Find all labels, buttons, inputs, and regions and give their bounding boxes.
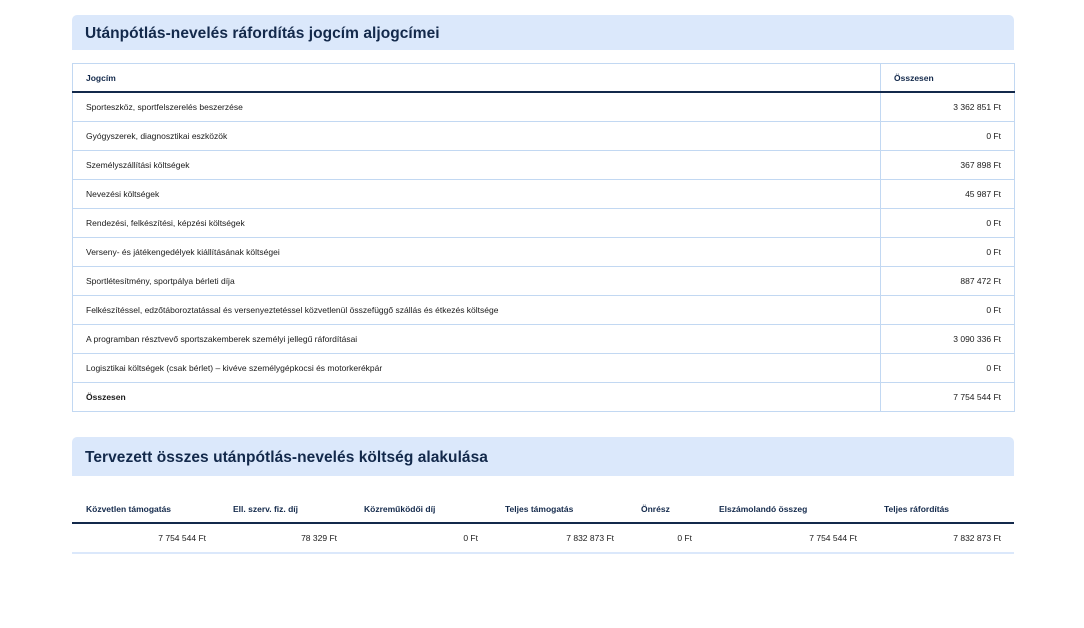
section-header — [72, 437, 1014, 476]
row-amount: 0 Ft — [881, 122, 1015, 151]
table-row — [73, 238, 1015, 267]
column-header-intermediary-fee: Közreműködői díj — [350, 496, 491, 523]
column-header-own-contribution: Önrész — [627, 496, 705, 523]
row-label: Rendezési, felkészítési, képzési költségek — [73, 209, 881, 238]
row-label: Verseny- és játékengedélyek kiállításának költségei — [73, 238, 881, 267]
table-row — [73, 209, 1015, 238]
row-label: Személyszállítási költségek — [73, 151, 881, 180]
row-amount: 0 Ft — [881, 238, 1015, 267]
control-fee-value: 78 329 Ft — [219, 523, 350, 553]
total-amount: 7 754 544 Ft — [881, 383, 1015, 412]
table-row — [73, 267, 1015, 296]
total-expenditure-value: 7 832 873 Ft — [870, 523, 1014, 553]
accountable-amount-value: 7 754 544 Ft — [705, 523, 870, 553]
section-title: Tervezett összes utánpótlás-nevelés költség alakulása — [85, 448, 488, 466]
row-amount: 0 Ft — [881, 209, 1015, 238]
row-label: Sporteszköz, sportfelszerelés beszerzése — [73, 92, 881, 122]
row-label: Sportlétesítmény, sportpálya bérleti díja — [73, 267, 881, 296]
column-header-control-fee: Ell. szerv. fiz. díj — [219, 496, 350, 523]
table-row — [73, 92, 1015, 122]
column-header-direct-support: Közvetlen támogatás — [72, 496, 219, 523]
planned-cost-table — [72, 496, 1014, 554]
table-header-row — [72, 496, 1014, 523]
column-header-category: Jogcím — [73, 64, 881, 93]
table-header-row — [73, 64, 1015, 93]
table-body — [73, 92, 1015, 412]
table-row — [73, 180, 1015, 209]
table-row — [73, 151, 1015, 180]
row-label: Nevezési költségek — [73, 180, 881, 209]
row-amount: 887 472 Ft — [881, 267, 1015, 296]
direct-support-value: 7 754 544 Ft — [72, 523, 219, 553]
section-header — [72, 15, 1014, 50]
table-row — [73, 325, 1015, 354]
row-label: Felkészítéssel, edzőtáboroztatással és versenyeztetéssel közvetlenül összefüggő szállás és étkezés költsége — [73, 296, 881, 325]
intermediary-fee-value: 0 Ft — [350, 523, 491, 553]
column-header-accountable-amount: Elszámolandó összeg — [705, 496, 870, 523]
table-row — [73, 296, 1015, 325]
row-label: Logisztikai költségek (csak bérlet) – kivéve személygépkocsi és motorkerékpár — [73, 354, 881, 383]
row-amount: 0 Ft — [881, 354, 1015, 383]
column-header-total: Összesen — [881, 64, 1015, 93]
own-contribution-value: 0 Ft — [627, 523, 705, 553]
total-label: Összesen — [73, 383, 881, 412]
subcategory-table — [72, 63, 1015, 412]
table-row — [73, 122, 1015, 151]
row-amount: 3 362 851 Ft — [881, 92, 1015, 122]
row-amount: 45 987 Ft — [881, 180, 1015, 209]
table-row — [73, 354, 1015, 383]
planned-cost-section — [72, 437, 1014, 554]
row-amount: 0 Ft — [881, 296, 1015, 325]
row-label: Gyógyszerek, diagnosztikai eszközök — [73, 122, 881, 151]
section-title: Utánpótlás-nevelés ráfordítás jogcím aljogcímei — [85, 24, 440, 42]
column-header-total-expenditure: Teljes ráfordítás — [870, 496, 1014, 523]
row-label: A programban résztvevő sportszakemberek személyi jellegű ráfordításai — [73, 325, 881, 354]
total-row — [73, 383, 1015, 412]
subcategory-section — [72, 15, 1014, 412]
column-header-total-support: Teljes támogatás — [491, 496, 627, 523]
table-row — [72, 523, 1014, 553]
row-amount: 367 898 Ft — [881, 151, 1015, 180]
total-support-value: 7 832 873 Ft — [491, 523, 627, 553]
row-amount: 3 090 336 Ft — [881, 325, 1015, 354]
